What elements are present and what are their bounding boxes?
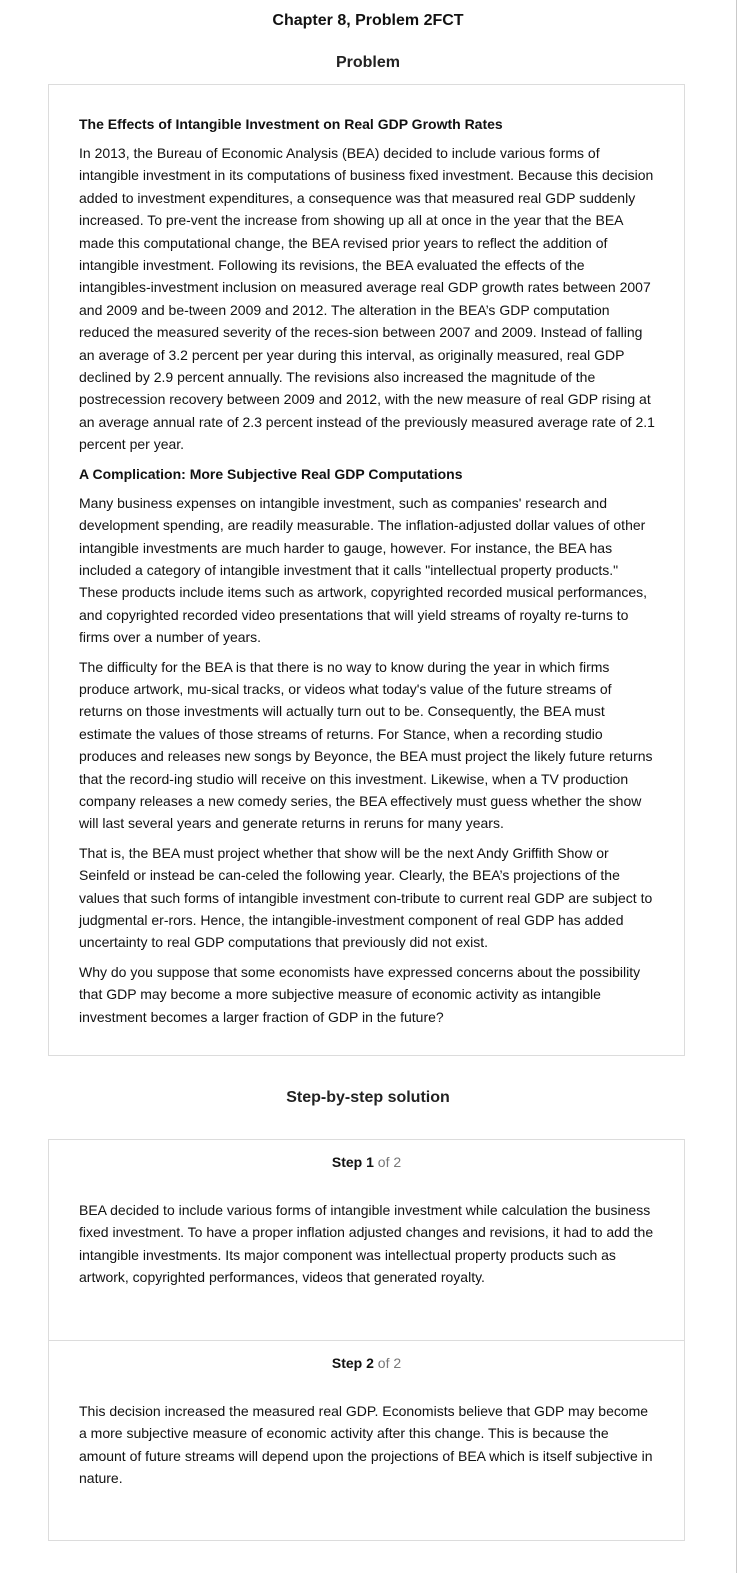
step-total: of 2 — [377, 1154, 402, 1170]
page-title: Chapter 8, Problem 2FCT — [272, 12, 464, 29]
step-2-label — [49, 1354, 684, 1372]
problem-subheading-complication: A Complication: More Subjective Real GDP Computations — [79, 465, 463, 482]
step-1-text: BEA decided to include various forms of intangible investment while calculation the business fixed investment. To have a proper inflation adjusted changes and revisions, it had to add the intangible investments. Its major component was intellectual property products such as artwork, copyrighted performances, videos that generated royalty. — [79, 1202, 654, 1286]
step-number: 2 — [366, 1355, 374, 1371]
solution-box — [48, 1139, 685, 1541]
problem-heading: Problem — [335, 54, 400, 71]
problem-paragraph-4: That is, the BEA must project whether that show will be the next Andy Griffith Show or Seinfeld or instead be can-celed the following year. Clearly, the BEA’s projections of the values that such forms of intangible investment con-tribute to current real GDP are subject to judgmental er-rors. Hence, the intangible-investment component of real GDP has added uncertainty to real GDP computations that previously did not exist. — [79, 844, 653, 951]
problem-subheading-effects: The Effects of Intangible Investment on Real GDP Growth Rates — [79, 116, 503, 132]
step-2-text: This decision increased the measured real GDP. Economists believe that GDP may become a more subjective measure of economic activity after this change. This is because the amount of future streams will depend upon the projections of BEA which is itself subjective in nature. — [79, 1403, 653, 1487]
solution-heading: Step-by-step solution — [286, 1089, 450, 1106]
problem-content — [79, 113, 659, 1035]
solution-step-2 — [49, 1340, 684, 1541]
step-number: 1 — [366, 1154, 374, 1170]
step-1-label — [49, 1153, 684, 1171]
step-total: of 2 — [377, 1355, 402, 1371]
problem-paragraph-1: In 2013, the Bureau of Economic Analysis (BEA) decided to include various forms of intangible investment in its computations of business fixed investment. Because this decision added to investment expenditures, a consequence was that measured real GDP suddenly increased. To pre-vent the increase from showing up all at once in the year that the BEA made this computational change, the BEA revised prior years to reflect the addition of intangible investment. Following its revisions, the BEA evaluated the effects of the intangibles-investment inclusion on measured average real GDP growth rates between 2007 and 2009 and be-tween 2009 and 2012. The alteration in the BEA’s GDP computation reduced the measured severity of the reces-sion between 2007 and 2009. Instead of falling an average of 3.2 percent per year during this interval, as originally measured, real GDP declined by 2.9 percent annually. The revisions also increased the magnitude of the postrecession recovery between 2009 and 2012, with the new measure of real GDP rising at an average annual rate of 2.3 percent instead of the previously measured average rate of 2.1 percent per year. — [79, 145, 655, 453]
problem-paragraph-3: The difficulty for the BEA is that there is no way to know during the year in which firms produce artwork, mu-sical tracks, or videos what today's value of the future streams of returns on those investments will actually turn out to be. Consequently, the BEA must estimate the values of those streams of returns. For Stance, when a recording studio produces and releases new songs by Beyonce, the BEA must project the likely future returns that the record-ing studio will receive on this investment. Likewise, when a TV production company releases a new comedy series, the BEA effectively must guess whether the show will last several years and generate returns in reruns for many years. — [79, 658, 653, 832]
step-word: Step — [331, 1154, 363, 1170]
page-right-border — [736, 0, 737, 1573]
step-word: Step — [331, 1355, 363, 1371]
problem-box — [48, 84, 685, 1056]
problem-paragraph-2: Many business expenses on intangible investment, such as companies' research and development spending, are readily measurable. The inflation-adjusted dollar values of other intangible investments are much harder to gauge, however. For instance, the BEA has included a category of intangible investment that it calls "intellectual property products." These products include items such as artwork, copyrighted recorded musical performances, and copyrighted recorded video presentations that will yield streams of royalty re-turns to firms over a number of years. — [79, 494, 648, 646]
problem-question: Why do you suppose that some economists have expressed concerns about the possibility that GDP may become a more subjective measure of economic activity as intangible investment becomes a larger fraction of GDP in the future? — [79, 963, 641, 1025]
solution-step-1 — [49, 1140, 684, 1340]
